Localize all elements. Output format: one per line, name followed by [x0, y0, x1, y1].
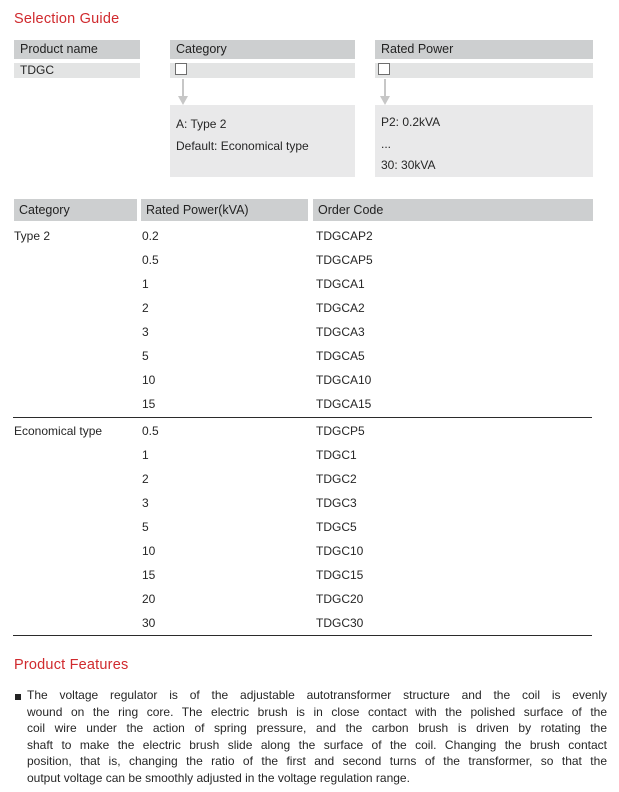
- table-row: [0, 224, 619, 248]
- order-code-cell: TDGCP5: [316, 424, 365, 438]
- order-code-cell: TDGC2: [316, 472, 357, 486]
- order-table-header-rated-power: Rated Power(kVA): [141, 199, 308, 221]
- bullet-square-icon: [15, 694, 21, 700]
- order-code-cell: TDGCA5: [316, 349, 365, 363]
- order-code-cell: TDGC15: [316, 568, 364, 582]
- rated-power-cell: 1: [142, 448, 149, 462]
- rated-power-cell: 2: [142, 301, 149, 315]
- selection-guide-title: Selection Guide: [14, 11, 120, 27]
- rated-power-cell: 15: [142, 568, 156, 582]
- category-arrow-line: [182, 79, 184, 97]
- rated-power-cell: 0.5: [142, 424, 159, 438]
- table-row: [0, 491, 619, 515]
- rated-power-cell: 5: [142, 520, 149, 534]
- table-row: [0, 467, 619, 491]
- rated-power-cell: 10: [142, 373, 156, 387]
- order-code-cell: TDGCA2: [316, 301, 365, 315]
- order-table-group-type2: [0, 224, 619, 416]
- order-code-cell: TDGC10: [316, 544, 364, 558]
- order-code-cell: TDGC20: [316, 592, 364, 606]
- category-note-line: A: Type 2: [176, 117, 227, 131]
- category-arrow-head-icon: [178, 96, 188, 105]
- order-code-cell: TDGCAP5: [316, 253, 373, 267]
- selector-header-category: Category: [170, 40, 355, 59]
- product-name-cell: TDGC: [14, 63, 140, 78]
- table-row: [0, 368, 619, 392]
- table-row: [0, 296, 619, 320]
- features-paragraph-line: wound on the ring core. The electric brush is in close contact with the polished surface of the: [27, 704, 607, 719]
- features-paragraph-line: position, that is, changing the ratio of the first and second turns of the transformer, so that the: [27, 754, 607, 769]
- features-paragraph-line: output voltage can be smoothly adjusted in the voltage regulation range.: [27, 770, 410, 785]
- table-row: [0, 611, 619, 635]
- order-table-header-order-code: Order Code: [313, 199, 593, 221]
- rated-power-cell: 10: [142, 544, 156, 558]
- table-row: [0, 392, 619, 416]
- rated-power-cell: 30: [142, 616, 156, 630]
- order-table-group-economical: [0, 419, 619, 635]
- product-features-title: Product Features: [14, 657, 129, 673]
- category-cell: Type 2: [14, 229, 51, 243]
- rated-power-cell: 1: [142, 277, 149, 291]
- features-paragraph-line: shaft to make the electric brush slide along the surface of the coil. Changing the brush contact: [27, 737, 607, 752]
- rated-power-cell: 2: [142, 472, 149, 486]
- rated-power-cell: 15: [142, 397, 156, 411]
- rated-power-cell: 20: [142, 592, 156, 606]
- order-code-cell: TDGC5: [316, 520, 357, 534]
- features-paragraph-line: coil wire under the action of spring pressure, and the carbon brush is driven by rotating the: [27, 721, 607, 736]
- table-row: [0, 539, 619, 563]
- rated-power-checkbox[interactable]: [378, 63, 390, 75]
- rated-power-note-line: ...: [381, 136, 392, 151]
- table-row: [0, 443, 619, 467]
- rated-power-cell: 3: [142, 496, 149, 510]
- order-code-cell: TDGCA10: [316, 373, 372, 387]
- category-cell: Economical type: [14, 424, 103, 438]
- table-row: [0, 419, 619, 443]
- rated-power-note-line: P2: 0.2kVA: [381, 115, 441, 129]
- rated-power-note-line: 30: 30kVA: [381, 158, 436, 172]
- order-code-cell: TDGCAP2: [316, 229, 373, 243]
- order-code-cell: TDGCA1: [316, 277, 365, 291]
- order-table-header-category: Category: [14, 199, 137, 221]
- rated-power-cell: 0.5: [142, 253, 159, 267]
- table-row: [0, 320, 619, 344]
- features-paragraph-line: The voltage regulator is of the adjustable autotransformer structure and the coil is evenly: [27, 688, 607, 702]
- selector-header-product-name: Product name: [14, 40, 140, 59]
- table-row: [0, 248, 619, 272]
- order-code-cell: TDGC3: [316, 496, 357, 510]
- rated-power-option-cell: [375, 63, 593, 78]
- rated-power-arrow-head-icon: [380, 96, 390, 105]
- rated-power-arrow-line: [384, 79, 386, 97]
- category-note-box: [170, 105, 355, 177]
- table-row: [0, 515, 619, 539]
- rated-power-cell: 3: [142, 325, 149, 339]
- category-option-cell: [170, 63, 355, 78]
- order-code-cell: TDGC1: [316, 448, 357, 462]
- table-row: [0, 272, 619, 296]
- table-row: [0, 563, 619, 587]
- selector-header-rated-power: Rated Power: [375, 40, 593, 59]
- table-group-divider: [13, 417, 592, 418]
- order-code-cell: TDGC30: [316, 616, 364, 630]
- table-row: [0, 587, 619, 611]
- rated-power-cell: 0.2: [142, 229, 159, 243]
- category-note-line: Default: Economical type: [176, 138, 309, 153]
- rated-power-note-box: [375, 105, 593, 177]
- order-code-cell: TDGCA15: [316, 397, 372, 411]
- table-row: [0, 344, 619, 368]
- rated-power-cell: 5: [142, 349, 149, 363]
- category-checkbox[interactable]: [175, 63, 187, 75]
- table-bottom-divider: [13, 635, 592, 636]
- features-paragraph: [27, 687, 607, 787]
- order-code-cell: TDGCA3: [316, 325, 365, 339]
